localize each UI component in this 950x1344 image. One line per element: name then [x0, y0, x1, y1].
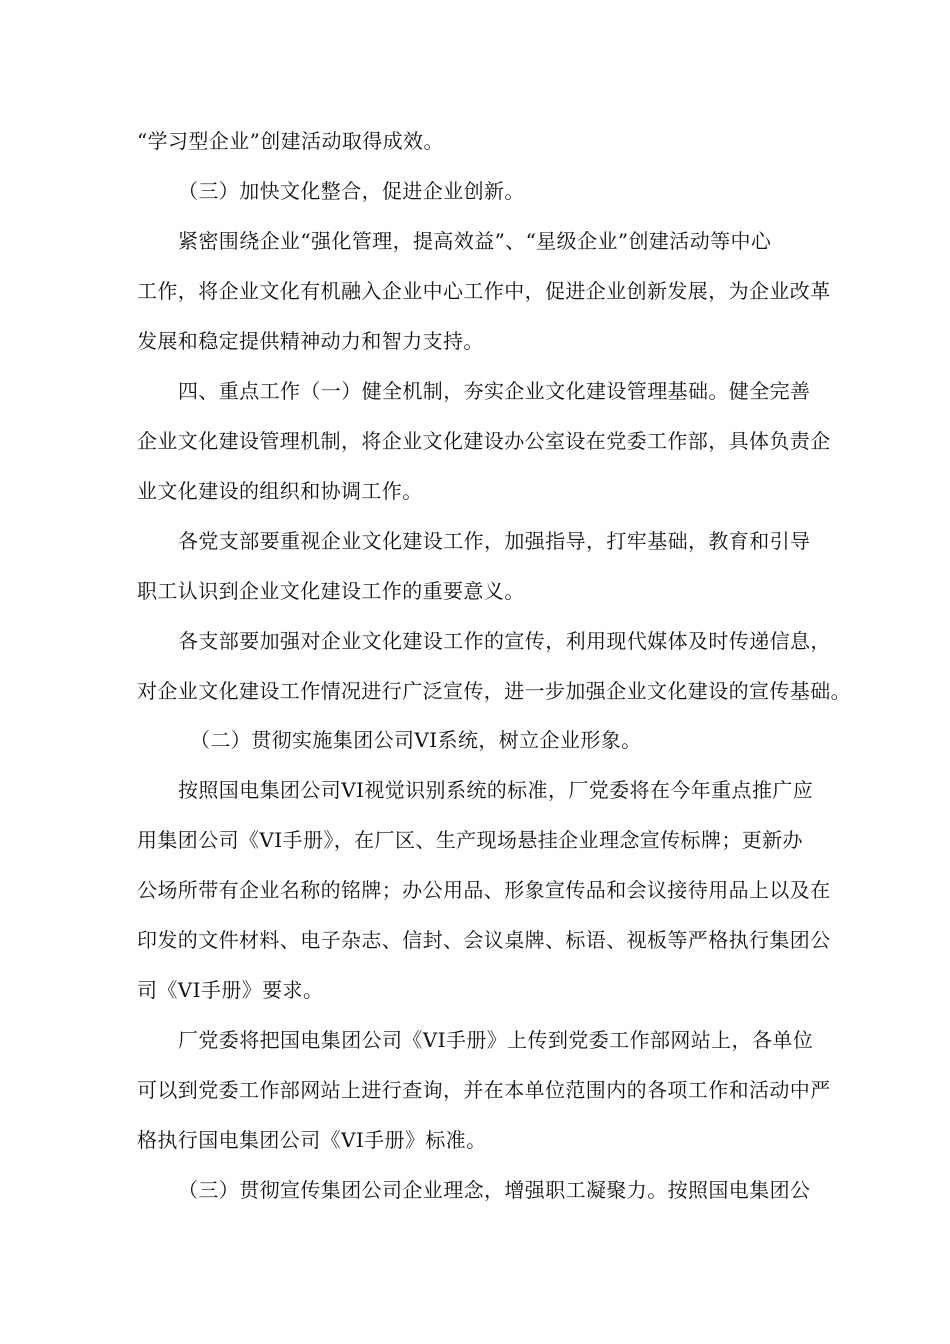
text-line: 发展和稳定提供精神动力和智力支持。 [137, 329, 484, 353]
text-line: 公场所带有企业名称的铭牌；办公用品、形象宣传品和会议接待用品上以及在 [137, 878, 831, 902]
text-line: 工作，将企业文化有机融入企业中心工作中，促进企业创新发展，为企业改革 [137, 279, 831, 303]
section-heading: （三）加快文化整合，促进企业创新。 [178, 179, 525, 203]
text-line: 职工认识到企业文化建设工作的重要意义。 [137, 579, 525, 603]
text-line: 紧密围绕企业“强化管理，提高效益”、“星级企业”创建活动等中心 [178, 229, 772, 253]
text-line: 各党支部要重视企业文化建设工作，加强指导，打牢基础，教育和引导 [178, 529, 811, 553]
text-line: 按照国电集团公司VI视觉识别系统的标准，厂党委将在今年重点推广应 [178, 778, 814, 802]
section-heading: （二）贯彻实施集团公司VI系统，树立企业形象。 [190, 728, 642, 752]
text-line: 司《VI手册》要求。 [137, 978, 324, 1002]
text-line: 厂党委将把国电集团公司《VI手册》上传到党委工作部网站上，各单位 [178, 1028, 814, 1052]
text-line: 业文化建设的组织和协调工作。 [137, 479, 423, 503]
text-line: “学习型企业”创建活动取得成效。 [137, 129, 444, 153]
text-line: 格执行国电集团公司《VI手册》标准。 [137, 1128, 487, 1152]
text-line: 各支部要加强对企业文化建设工作的宣传，利用现代媒体及时传递信息， [178, 629, 831, 653]
text-line: 四、重点工作（一）健全机制，夯实企业文化建设管理基础。健全完善 [178, 379, 811, 403]
section-heading: （三）贯彻宣传集团公司企业理念，增强职工凝聚力。按照国电集团公 [178, 1178, 811, 1202]
text-line: 用集团公司《VI手册》，在厂区、生产现场悬挂企业理念宣传标牌；更新办 [137, 828, 803, 852]
text-line: 印发的文件材料、电子杂志、信封、会议桌牌、标语、视板等严格执行集团公 [137, 928, 831, 952]
text-line: 可以到党委工作部网站上进行查询，并在本单位范围内的各项工作和活动中严 [137, 1078, 831, 1102]
text-line: 企业文化建设管理机制，将企业文化建设办公室设在党委工作部，具体负责企 [137, 429, 831, 453]
text-line: 对企业文化建设工作情况进行广泛宣传，进一步加强企业文化建设的宣传基础。 [137, 679, 851, 703]
